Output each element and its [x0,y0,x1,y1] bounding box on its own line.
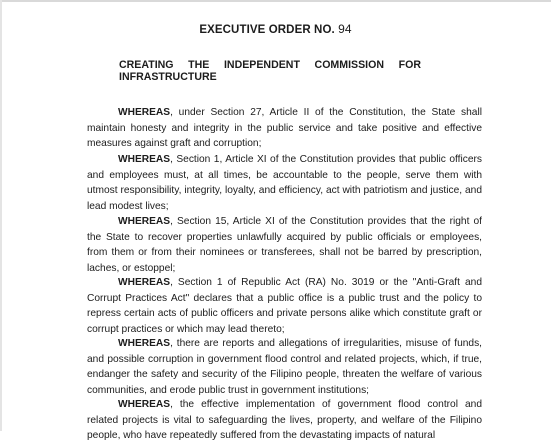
paragraph-text: , under Section 27, Article II of the Constitution, the State shall maintain honesty and integrity in the public service and take positive and effective measures against graft and corruption; [87,107,482,149]
whereas-paragraph-1 [87,105,482,152]
whereas-paragraph-3 [87,214,482,276]
whereas-label: WHEREAS [118,399,171,410]
whereas-paragraph-4 [87,275,482,337]
title-label: EXECUTIVE ORDER NO. [199,24,335,36]
whereas-paragraph-2 [87,152,482,214]
subject-line-1: CREATING THE INDEPENDENT COMMISSION FOR [119,59,421,71]
scan-edge [0,0,551,2]
paragraph-text: , Section 15, Article XI of the Constitution provides that the right of the State to recover properties unlawfully acquired by public officials or employees, from them or from their nominees or transferees, shall not be barred by prescription, laches, or estoppel; [87,216,482,274]
subject-line-2: INFRASTRUCTURE [119,71,217,83]
whereas-label: WHEREAS [118,277,171,288]
whereas-label: WHEREAS [118,107,171,118]
whereas-label: WHEREAS [118,154,171,165]
paragraph-text: , Section 1, Article XI of the Constitution provides that public officers and employees must, at all times, be accountable to the people, serve them with utmost responsibility, integrity, loyalty, and efficiency, act with patriotism and justice, and lead modest lives; [87,154,482,212]
document-title [0,22,551,36]
paragraph-text: , Section 1 of Republic Act (RA) No. 3019 or the "Anti-Graft and Corrupt Practices Act" declares that a public office is a public trust and the policy to repress certain acts of public officers and private persons alike which constitute graft or corrupt practices or which may lead thereto; [87,277,482,335]
paragraph-text: , there are reports and allegations of irregularities, misuse of funds, and possible corruption in government flood control and related projects, which, if true, endanger the safety and security of the Filipino people, threaten the welfare of various communities, and erode public trust in government institutions; [87,338,482,396]
whereas-paragraph-5 [87,336,482,398]
scan-edge-left [0,0,2,431]
whereas-label: WHEREAS [118,338,171,349]
order-number: 94 [338,22,352,36]
paragraph-text: , the effective implementation of government flood control and related projects is vital to safeguarding the lives, property, and welfare of the Filipino people, who have repeatedly suffered from the devastating impacts of natural [87,399,482,441]
whereas-paragraph-6 [87,397,482,444]
whereas-label: WHEREAS [118,216,171,227]
